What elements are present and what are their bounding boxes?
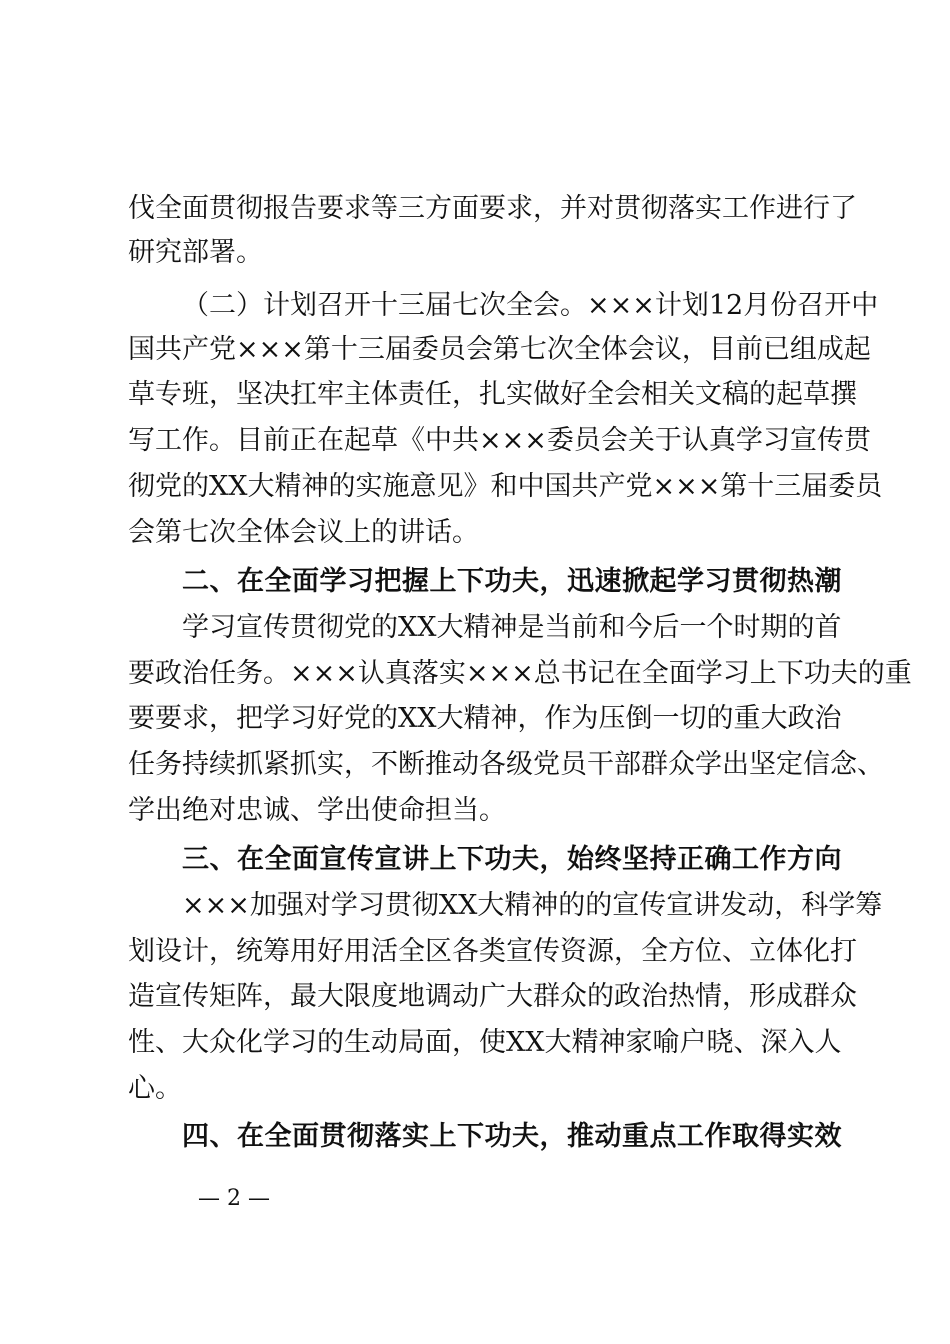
paragraph-line: （二）计划召开十三届七次全会。×××计划12月份召开中 bbox=[182, 290, 879, 321]
paragraph-line: 性、大众化学习的生动局面，使XX大精神家喻户晓、深入人 bbox=[128, 1027, 842, 1058]
section-heading: 三、在全面宣传宣讲上下功夫，始终坚持正确工作方向 bbox=[182, 844, 842, 875]
paragraph-line: 心。 bbox=[128, 1073, 182, 1104]
paragraph-line: 会第七次全体会议上的讲话。 bbox=[128, 517, 479, 548]
paragraph-line: 任务持续抓紧抓实，不断推动各级党员干部群众学出坚定信念、 bbox=[128, 749, 884, 780]
section-heading: 二、在全面学习把握上下功夫，迅速掀起学习贯彻热潮 bbox=[182, 566, 842, 597]
paragraph-line: 学出绝对忠诚、学出使命担当。 bbox=[128, 795, 506, 826]
paragraph-line: 国共产党×××第十三届委员会第七次全体会议，目前已组成起 bbox=[128, 334, 871, 365]
section-heading: 四、在全面贯彻落实上下功夫，推动重点工作取得实效 bbox=[182, 1121, 842, 1152]
paragraph-line: 要政治任务。×××认真落实×××总书记在全面学习上下功夫的重 bbox=[128, 658, 912, 689]
paragraph-line: 伐全面贯彻报告要求等三方面要求，并对贯彻落实工作进行了 bbox=[128, 193, 857, 224]
paragraph-line: 写工作。目前正在起草《中共×××委员会关于认真学习宣传贯 bbox=[128, 425, 871, 456]
paragraph-line: 彻党的XX大精神的实施意见》和中国共产党×××第十三届委员 bbox=[128, 471, 883, 502]
paragraph-line: ×××加强对学习贯彻XX大精神的的宣传宣讲发动，科学筹 bbox=[182, 890, 883, 921]
paragraph-line: 划设计，统筹用好用活全区各类宣传资源，全方位、立体化打 bbox=[128, 936, 857, 967]
paragraph-line: 要要求，把学习好党的XX大精神，作为压倒一切的重大政治 bbox=[128, 703, 842, 734]
paragraph-line: 研究部署。 bbox=[128, 237, 263, 268]
paragraph-line: 草专班，坚决扛牢主体责任，扎实做好全会相关文稿的起草撰 bbox=[128, 379, 857, 410]
paragraph-line: 学习宣传贯彻党的XX大精神是当前和今后一个时期的首 bbox=[182, 612, 842, 643]
paragraph-line: 造宣传矩阵，最大限度地调动广大群众的政治热情，形成群众 bbox=[128, 981, 857, 1012]
page-number: — 2 — bbox=[198, 1186, 270, 1211]
